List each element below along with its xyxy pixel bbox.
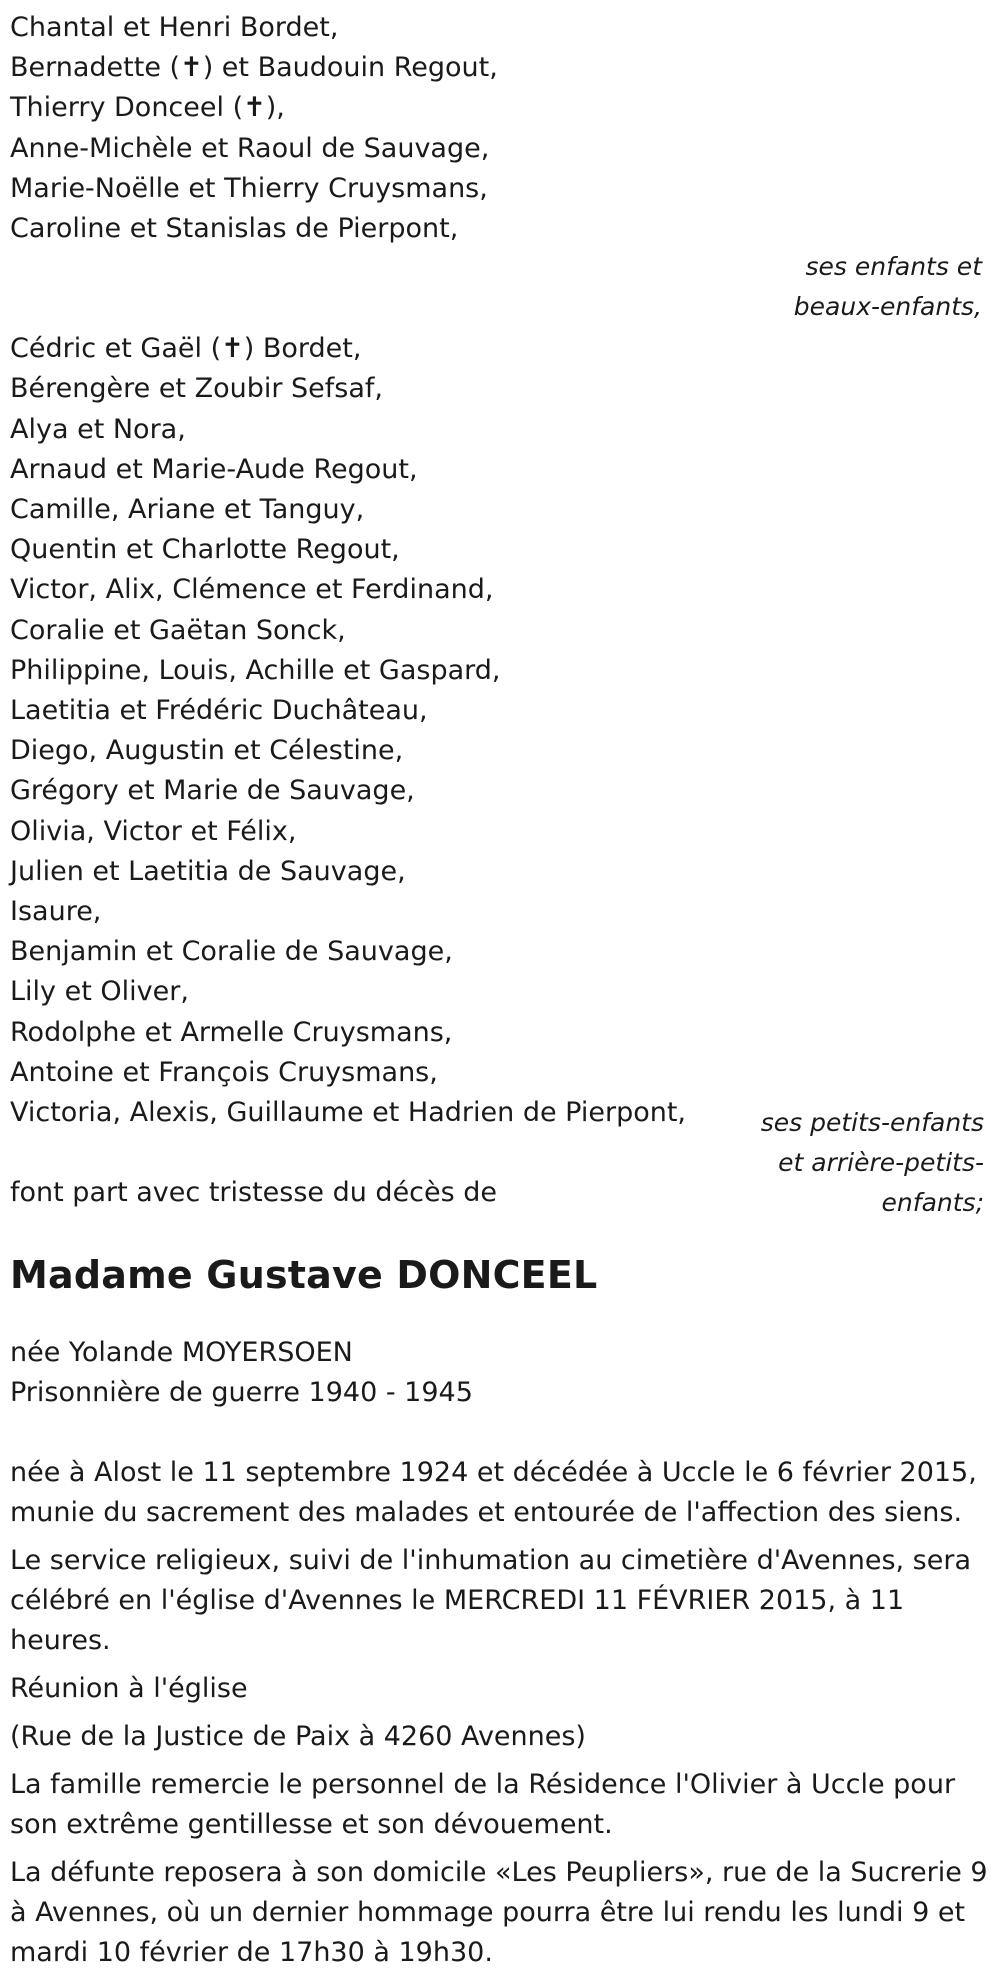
service-paragraph: Le service religieux, suivi de l'inhumation au cimetière d'Avennes, sera célébré en l'église d'Avennes le MERCREDI 11 FÉVRIER 2015, à 11 heures. bbox=[10, 1545, 972, 1657]
list-item: Quentin et Charlotte Regout, bbox=[10, 534, 400, 566]
visitation-paragraph: La défunte reposera à son domicile «Les Peupliers», rue de la Sucrerie 9 à Avennes, où un dernier hommage pourra être lui rendu les lundi 9 et mardi 10 février de 17h30 à 19h30. bbox=[10, 1857, 988, 1969]
deceased-subtitle bbox=[10, 1333, 990, 1413]
role-line: ses petits-enfants bbox=[760, 1108, 984, 1137]
list-item: Chantal et Henri Bordet, bbox=[10, 12, 339, 43]
list-item: Alya et Nora, bbox=[10, 413, 186, 445]
list-item: Laetitia et Frédéric Duchâteau, bbox=[10, 695, 428, 727]
list-item: Bernadette (✝) et Baudouin Regout, bbox=[10, 52, 498, 84]
list-item: Isaure, bbox=[10, 896, 102, 928]
children-role-label bbox=[10, 247, 982, 327]
address-paragraph: (Rue de la Justice de Paix à 4260 Avennes) bbox=[10, 1721, 586, 1753]
role-line: ses enfants et bbox=[805, 252, 982, 282]
list-item: Anne-Michèle et Raoul de Sauvage, bbox=[10, 132, 490, 164]
role-line: enfants; bbox=[881, 1188, 984, 1217]
children-list bbox=[10, 8, 990, 249]
birth-death-paragraph: née à Alost le 11 septembre 1924 et décédée à Uccle le 6 février 2015, munie du sacrement des malades et entourée de l'affection des siens. bbox=[10, 1457, 977, 1529]
list-item: Julien et Laetitia de Sauvage, bbox=[10, 855, 406, 887]
birth-name: née Yolande MOYERSOEN bbox=[10, 1337, 353, 1369]
list-item: Lily et Oliver, bbox=[10, 976, 189, 1008]
intro-text: font part avec tristesse du décès de bbox=[10, 1177, 498, 1209]
deceased-title: Prisonnière de guerre 1940 - 1945 bbox=[10, 1377, 473, 1409]
grandchildren-section bbox=[10, 329, 990, 1213]
grandchildren-role-label bbox=[724, 1103, 984, 1223]
list-item: Philippine, Louis, Achille et Gaspard, bbox=[10, 654, 501, 686]
deceased-name: Madame Gustave DONCEEL bbox=[10, 1253, 598, 1298]
list-item: Coralie et Gaëtan Sonck, bbox=[10, 614, 346, 646]
list-item: Rodolphe et Armelle Cruysmans, bbox=[10, 1016, 453, 1048]
meeting-paragraph: Réunion à l'église bbox=[10, 1673, 248, 1705]
list-item: Camille, Ariane et Tanguy, bbox=[10, 494, 365, 526]
list-item: Victoria, Alexis, Guillaume et Hadrien de Pierpont, bbox=[10, 1097, 687, 1129]
thanks-paragraph: La famille remercie le personnel de la Résidence l'Olivier à Uccle pour son extrême gentillesse et son dévouement. bbox=[10, 1769, 956, 1841]
list-item: Benjamin et Coralie de Sauvage, bbox=[10, 936, 453, 968]
list-item: Cédric et Gaël (✝) Bordet, bbox=[10, 333, 362, 365]
list-item: Marie-Noëlle et Thierry Cruysmans, bbox=[10, 172, 488, 204]
list-item: Thierry Donceel (✝), bbox=[10, 92, 285, 124]
list-item: Grégory et Marie de Sauvage, bbox=[10, 775, 415, 807]
list-item: Diego, Augustin et Célestine, bbox=[10, 735, 404, 767]
list-item: Olivia, Victor et Félix, bbox=[10, 815, 297, 847]
role-line: beaux-enfants, bbox=[793, 292, 982, 322]
grandchildren-list bbox=[10, 329, 990, 1133]
list-item: Antoine et François Cruysmans, bbox=[10, 1056, 438, 1088]
role-line: et arrière-petits- bbox=[778, 1148, 984, 1177]
list-item: Caroline et Stanislas de Pierpont, bbox=[10, 213, 459, 245]
list-item: Victor, Alix, Clémence et Ferdinand, bbox=[10, 574, 494, 606]
list-item: Bérengère et Zoubir Sefsaf, bbox=[10, 373, 384, 405]
list-item: Arnaud et Marie-Aude Regout, bbox=[10, 453, 418, 485]
